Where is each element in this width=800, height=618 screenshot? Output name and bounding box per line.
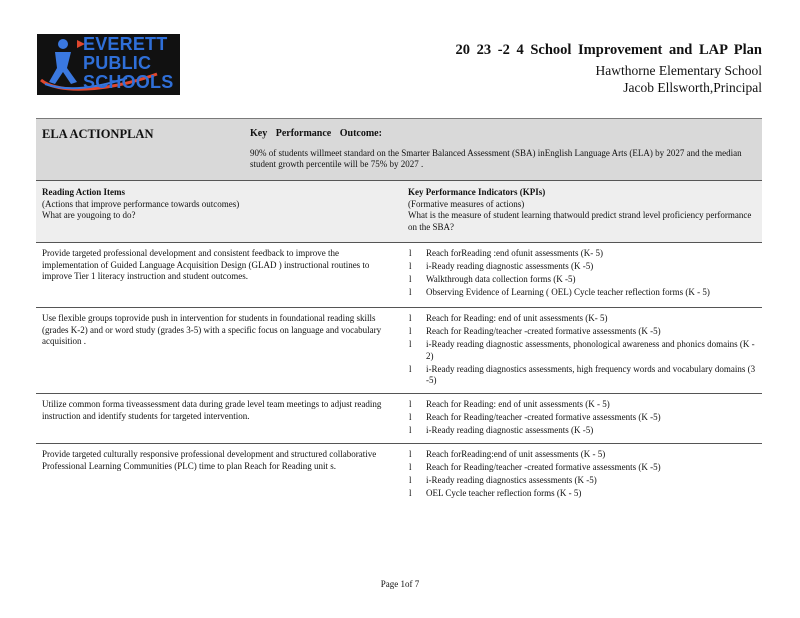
bullet-icon: l — [409, 425, 412, 435]
kpi-text: i-Ready reading diagnostics assessments (K -5) — [426, 475, 597, 485]
key-performance-outcome-label: Key Performance Outcome: — [250, 128, 382, 139]
kpi-list-item — [408, 488, 756, 500]
bullet-icon: l — [409, 339, 412, 349]
school-name: Hawthorne Elementary School — [595, 63, 762, 78]
kpi-text: i-Ready reading diagnostic assessments, phonological awareness and phonics domains (K - 2) — [426, 339, 755, 361]
ela-action-plan-section — [36, 118, 762, 181]
logo-line-3: SCHOOLS — [83, 72, 174, 92]
kpi-list-cell — [408, 449, 756, 501]
bullet-icon: l — [409, 412, 412, 422]
kpi-list-item — [408, 326, 756, 338]
kpi-list-item — [408, 475, 756, 487]
bullet-icon: l — [409, 261, 412, 271]
kpi-list-item — [408, 339, 756, 362]
kpi-text: Reach for Reading/teacher -created formative assessments (K -5) — [426, 412, 661, 422]
kpi-text: Reach for Reading: end of unit assessments (K- 5) — [426, 313, 608, 323]
action-item-text: Utilize common forma tiveassessment data during grade level team meetings to adjust reading instruction and identify students for targeted intervention. — [42, 399, 382, 421]
bullet-icon: l — [409, 399, 412, 409]
kpi-list — [408, 248, 756, 299]
bullet-icon: l — [409, 287, 412, 297]
action-item-text: Use flexible groups toprovide push in intervention for students in foundational reading skills (grades K-2) and or word study (grades 3-5) with a specific focus on language and vocabulary acquisition . — [42, 313, 382, 346]
kpi-text: i-Ready reading diagnostics assessments, high frequency words and vocabulary domains (3 -5) — [426, 363, 756, 385]
action-items-header — [42, 187, 394, 222]
action-items-title: Reading Action Items — [42, 187, 125, 197]
kpi-header — [408, 187, 756, 233]
kpi-text: i-Ready reading diagnostic assessments (K -5) — [426, 425, 594, 435]
page-number: Page 1of 7 — [380, 579, 420, 589]
kpi-text: Reach forReading :end ofunit assessments (K- 5) — [426, 248, 603, 258]
kpi-list — [408, 313, 756, 387]
kpi-list — [408, 449, 756, 500]
action-items-question: What are yougoing to do? — [42, 210, 136, 220]
kpi-list-cell — [408, 248, 756, 300]
bullet-icon: l — [409, 488, 412, 498]
action-item-text: Provide targeted culturally responsive professional development and structured collaborative Professional Learning Communities (PLC) time to plan Reach for Reading unit s. — [42, 449, 377, 471]
kpi-list-item — [408, 364, 756, 387]
kpi-list-item — [408, 462, 756, 474]
bullet-icon: l — [409, 326, 412, 336]
kpi-list-item — [408, 399, 756, 411]
kpi-list-item — [408, 449, 756, 461]
key-performance-outcome-text: 90% of students willmeet standard on the Smarter Balanced Assessment (SBA) inEnglish Language Arts (ELA) by 2027 and the median student growth percentile will be 75% by 2027 . — [250, 148, 742, 169]
kpi-list — [408, 399, 756, 437]
bullet-icon: l — [409, 248, 412, 258]
kpi-list-item — [408, 274, 756, 286]
kpi-list-item — [408, 287, 756, 299]
table-row — [36, 443, 762, 504]
kpi-list-item — [408, 313, 756, 325]
kpi-text: Reach forReading:end of unit assessments (K - 5) — [426, 449, 606, 459]
kpi-list-cell — [408, 313, 756, 388]
kpi-text: Walkthrough data collection forms (K -5) — [426, 274, 576, 284]
logo-line-2: PUBLIC — [83, 53, 152, 73]
bullet-icon: l — [409, 313, 412, 323]
ela-action-plan-title: ELA ACTIONPLAN — [42, 127, 154, 141]
bullet-icon: l — [409, 462, 412, 472]
kpi-list-item — [408, 412, 756, 424]
kpi-text: Reach for Reading/teacher -created formative assessments (K -5) — [426, 326, 661, 336]
bullet-icon: l — [409, 449, 412, 459]
kpi-subtitle: (Formative measures of actions) — [408, 198, 525, 209]
table-row — [36, 307, 762, 393]
kpi-list-item — [408, 425, 756, 437]
kpi-list-item — [408, 248, 756, 260]
bullet-icon: l — [409, 475, 412, 485]
document-header — [455, 42, 762, 96]
kpi-text: i-Ready reading diagnostic assessments (K -5) — [426, 261, 594, 271]
action-items-table — [36, 180, 762, 504]
kpi-text: Reach for Reading: end of unit assessments (K - 5) — [426, 399, 610, 409]
table-row — [36, 242, 762, 307]
everett-public-schools-logo — [37, 34, 180, 95]
kpi-list-cell — [408, 399, 756, 438]
bullet-icon: l — [409, 274, 412, 284]
logo-line-1: EVERETT — [83, 34, 168, 54]
kpi-text: Observing Evidence of Learning ( OEL) Cycle teacher reflection forms (K - 5) — [426, 287, 710, 297]
action-item-text: Provide targeted professional development and consistent feedback to improve the implementation of Guided Language Acquisition Design (GLAD ) instructional routines to improve Tier 1 literacy instruction and student outcomes. — [42, 248, 370, 281]
principal-name: Jacob Ellsworth,Principal — [623, 80, 762, 95]
kpi-text: OEL Cycle teacher reflection forms (K - 5) — [426, 488, 582, 498]
kpi-text: Reach for Reading/teacher -created formative assessments (K -5) — [426, 462, 661, 472]
kpi-list-item — [408, 261, 756, 273]
table-row — [36, 393, 762, 443]
action-items-subtitle: (Actions that improve performance towards outcomes) — [42, 198, 240, 209]
table-header-row — [36, 180, 762, 242]
bullet-icon: l — [409, 363, 412, 374]
kpi-question: What is the measure of student learning thatwould predict strand level proficiency performance on the SBA? — [408, 210, 752, 232]
kpi-title: Key Performance Indicators (KPIs) — [408, 187, 546, 197]
plan-title: 20 23 -2 4 School Improvement and LAP Plan — [455, 42, 762, 58]
